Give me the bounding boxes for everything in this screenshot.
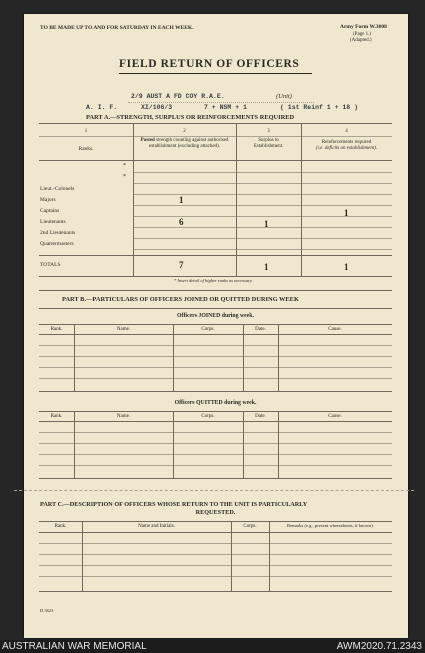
part-b-title: PART B.—PARTICULARS OF OFFICERS JOINED OR QUITTED DURING WEEK	[62, 296, 299, 303]
rank-lieut-colonels: Lieut.-Colonels	[40, 186, 75, 192]
quitted-col-name: Name.	[116, 414, 131, 419]
part-c-col-remarks: Remarks (e.g., present whereabouts, if known).	[286, 523, 374, 528]
part-c-bottom-rule	[39, 591, 392, 592]
totals-posted-value: 7	[179, 260, 184, 270]
field-return-form	[24, 14, 408, 638]
col-rule	[301, 123, 302, 276]
part-a-footnote: * Insert detail of higher ranks as necessary.	[174, 278, 253, 283]
joined-col-rank: Rank.	[50, 327, 63, 332]
header-notice: TO BE MADE UP TO AND FOR SATURDAY IN EACH WEEK.	[40, 25, 194, 31]
posted-header	[137, 138, 232, 150]
quitted-header-rule	[39, 421, 392, 422]
joined-col-cause: Cause.	[328, 327, 342, 332]
totals-reinf-value: 1	[344, 262, 349, 272]
form-adapted: (Adapted.)	[350, 38, 372, 43]
part-c-title-line2: REQUESTED.	[195, 509, 236, 516]
row-rule	[39, 554, 392, 555]
col-number-3: 3	[267, 129, 270, 134]
title-underline	[119, 73, 312, 74]
perforation-line	[14, 490, 414, 491]
part-a-top-rule	[39, 123, 392, 124]
joined-header-rule	[39, 334, 392, 335]
row-rule	[39, 543, 392, 544]
page-title: FIELD RETURN OF OFFICERS	[119, 58, 300, 70]
col-rule	[236, 123, 237, 276]
rank-majors: Majors	[40, 197, 56, 203]
col-number-4: 4	[345, 129, 348, 134]
rank-captains: Captains	[40, 208, 60, 214]
quitted-col-date: Date.	[255, 414, 266, 419]
quitted-title: Officers QUITTED during week.	[174, 400, 257, 406]
row-rule	[39, 345, 392, 346]
row-rule	[133, 227, 392, 228]
ranks-header: Ranks.	[78, 146, 94, 152]
part-c-top-rule	[39, 521, 392, 522]
form-code: D.3623	[40, 608, 54, 613]
quitted-top-rule	[39, 411, 392, 412]
col-rule	[243, 324, 244, 391]
part-c-col-name: Name and Initials.	[138, 524, 175, 529]
row-rule	[39, 565, 392, 566]
rank-2nd-lieutenants: 2nd Lieutenants	[40, 230, 76, 236]
row-rule	[39, 454, 392, 455]
row-rule	[39, 378, 392, 379]
row-rule	[39, 367, 392, 368]
joined-bottom-rule	[39, 391, 392, 392]
captains-reinf-value: 1	[344, 208, 349, 218]
lieutenants-surplus-value: 1	[264, 219, 269, 229]
row-rule	[133, 216, 392, 217]
col-rule	[278, 411, 279, 478]
col-number-1: 1	[84, 129, 88, 134]
posted-header-rest: strength counting against authorised establishment (excluding attached).	[149, 138, 229, 149]
row-rule	[39, 465, 392, 466]
col-rule	[74, 411, 75, 478]
part-c-title-line1: PART C.—DESCRIPTION OF OFFICERS WHOSE RETURN TO THE UNIT IS PARTICULARLY	[40, 501, 308, 508]
quitted-col-corps: Corps.	[201, 414, 215, 419]
lieutenants-posted-value: 6	[179, 217, 184, 227]
row-rule	[39, 576, 392, 577]
col-rule	[231, 521, 232, 591]
col-rule	[133, 123, 134, 276]
row-rule	[133, 172, 392, 173]
joined-col-corps: Corps.	[201, 327, 215, 332]
quitted-col-cause: Cause.	[328, 414, 342, 419]
part-c-col-rank: Rank.	[54, 524, 67, 529]
row-rule	[39, 443, 392, 444]
totals-surplus-value: 1	[264, 262, 269, 272]
totals-label: TOTALS	[40, 262, 61, 268]
posted-header-bold: Posted	[140, 138, 155, 143]
aif-label: A. I. F.	[86, 104, 118, 111]
unit-label: (Unit)	[276, 93, 292, 100]
col-rule	[74, 324, 75, 391]
col-rule	[173, 411, 174, 478]
row-rule	[39, 356, 392, 357]
surplus-header: Surplus to Establishment.	[253, 138, 284, 149]
form-page: (Page 1.)	[353, 32, 372, 37]
part-a-title: PART A.—STRENGTH, SURPLUS OR REINFORCEMENTS REQUIRED	[86, 114, 295, 121]
aif-mid: 7 + NSM + 1	[204, 104, 247, 111]
unit-dotted-line	[128, 102, 314, 103]
row-rule	[133, 194, 392, 195]
star-mark-2: *	[123, 174, 126, 180]
part-c-col-corps: Corps.	[243, 524, 257, 529]
footer-institution: AUSTRALIAN WAR MEMORIAL	[2, 641, 147, 652]
joined-title: Officers JOINED during week.	[177, 313, 254, 319]
part-c-header-rule	[39, 532, 392, 533]
unit-name: 2/9 AUST A FD COY R.A.E.	[131, 93, 225, 100]
star-mark-1: *	[123, 163, 126, 169]
row-rule	[39, 432, 392, 433]
joined-col-date: Date.	[255, 327, 266, 332]
totals-top-rule	[39, 255, 392, 256]
col-number-2: 2	[183, 129, 186, 134]
form-number: Army Form W.3008	[340, 24, 387, 30]
col-rule	[269, 521, 270, 591]
part-b-top-rule	[39, 290, 392, 291]
rank-lieutenants: Lieutenants	[40, 219, 66, 225]
row-rule	[133, 205, 392, 206]
col-rule	[278, 324, 279, 391]
part-a-header-rule	[39, 160, 392, 161]
aif-reinf: ( 1st Reinf 1 + 18 )	[280, 104, 359, 111]
quitted-col-rank: Rank.	[50, 414, 63, 419]
row-rule	[133, 249, 392, 250]
rank-quartermasters: Quartermasters	[40, 241, 74, 247]
majors-posted-value: 1	[179, 195, 184, 205]
col-rule	[243, 411, 244, 478]
footer-accession: AWM2020.71.2343	[336, 641, 422, 652]
quitted-bottom-rule	[39, 478, 392, 479]
col-rule	[173, 324, 174, 391]
aif-ref: XI/106/3	[141, 104, 173, 111]
part-b-title-rule	[39, 308, 392, 309]
part-a-bottom-rule	[39, 276, 392, 277]
reinforcements-header: Reinforcements required	[321, 140, 372, 145]
joined-top-rule	[39, 324, 392, 325]
archive-footer	[0, 640, 425, 653]
joined-col-name: Name.	[116, 327, 131, 332]
col-rule	[82, 521, 83, 591]
row-rule	[133, 183, 392, 184]
row-rule	[133, 238, 392, 239]
part-a-number-rule	[39, 136, 392, 137]
reinforcements-subheader: (i.e. deficits on establishment).	[315, 146, 378, 151]
